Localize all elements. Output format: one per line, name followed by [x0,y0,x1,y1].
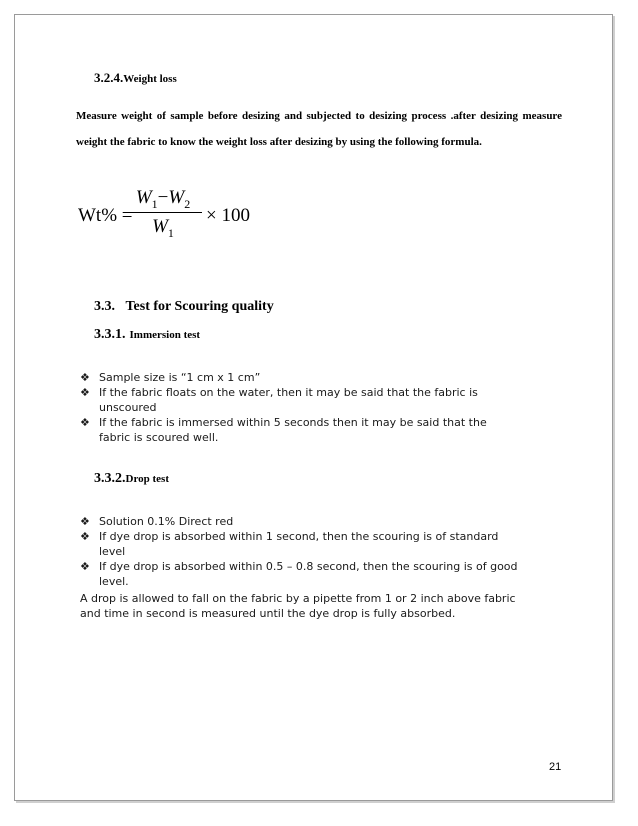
list-item [80,529,520,559]
numerator-minus: − [157,187,169,208]
immersion-bullet-list [80,370,520,445]
heading-number: 3.3. [94,299,115,314]
heading-number: 3.3.1. [94,327,126,342]
list-item [80,514,520,529]
list-item [80,370,520,385]
list-item [80,385,520,415]
list-item-text: If the fabric is immersed within 5 seconds then it may be said that the fabric is scoured well. [99,416,487,444]
heading-immersion [94,325,200,343]
diamond-bullet-icon: ❖ [80,515,90,528]
heading-title: Drop test [125,473,169,485]
numerator-w1: W [135,187,152,208]
list-item-text: If the fabric floats on the water, then it may be said that the fabric is unscoured [99,386,478,414]
formula-rhs: × 100 [206,205,250,226]
page-number: 21 [549,761,562,773]
heading-scouring [94,299,274,315]
list-item [80,559,520,589]
diamond-bullet-icon: ❖ [80,416,90,429]
formula-fraction [124,185,202,239]
diamond-bullet-icon: ❖ [80,371,90,384]
heading-weight-loss [94,69,177,87]
weight-loss-paragraph: Measure weight of sample before desizing and subjected to desizing process .after desizing measure weight the fabric to know the weight loss after desizing by using the following formula. [76,110,562,148]
diamond-bullet-icon: ❖ [80,530,90,543]
heading-title: Immersion test [129,329,201,341]
heading-drop-test [94,469,169,487]
list-item-text: If dye drop is absorbed within 0.5 – 0.8 second, then the scouring is of good level. [99,560,518,588]
numerator-w2: W [168,187,185,208]
heading-number: 3.3.2. [94,471,126,486]
formula-lhs: Wt% = [78,205,133,226]
numerator-w1-sub: 1 [151,196,158,211]
diamond-bullet-icon: ❖ [80,560,90,573]
numerator-w2-sub: 2 [184,196,191,211]
heading-title: Test for Scouring quality [125,299,274,314]
formula-denominator [124,215,202,239]
list-item-text: Sample size is “1 cm x 1 cm” [99,371,261,384]
denominator-sub: 1 [167,225,174,240]
list-item-text: Solution 0.1% Direct red [99,515,234,528]
denominator-w: W [152,216,168,237]
drop-test-note: A drop is allowed to fall on the fabric by a pipette from 1 or 2 inch above fabric and time in second is measured until the dye drop is fully absorbed. [80,592,516,620]
list-item [80,415,520,445]
drop-bullet-list [80,514,520,589]
fraction-bar [124,212,202,213]
diamond-bullet-icon: ❖ [80,386,90,399]
heading-number: 3.2.4. [94,70,124,85]
formula-numerator [124,185,202,211]
list-item-text: If dye drop is absorbed within 1 second, then the scouring is of standard level [99,530,499,558]
heading-title: Weight loss [123,73,177,85]
